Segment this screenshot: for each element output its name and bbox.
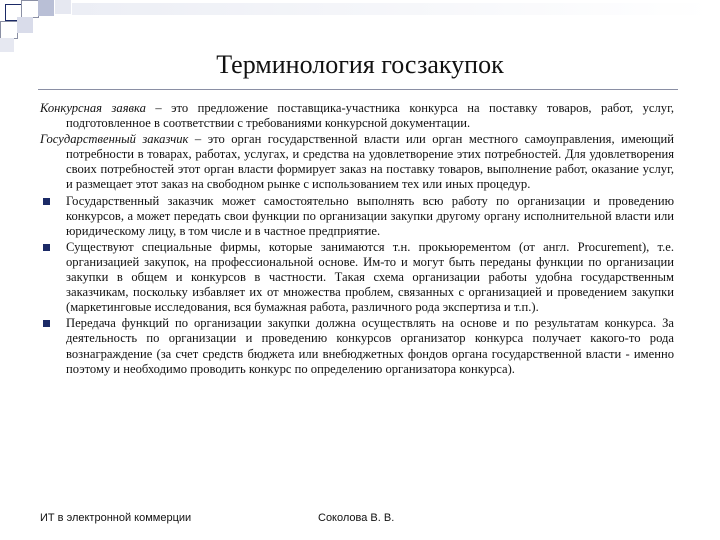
- page-title: Терминология госзакупок: [216, 50, 504, 79]
- definition-text: – это орган государственной власти или орган местного самоуправления, имеющий потребности в товарах, работах, услугах, и средства на удовлетворение этих потребностей. Для удовлетворения своих потребностей этот орган власти формирует заказ на поставку товаров, выполнение работ, оказание услуг, и размещает этот заказ на свободном рынке с использованием тех или иных процедур.: [66, 132, 674, 192]
- list-item-text: Существуют специальные фирмы, которые занимаются т.н. прокьюрементом (от англ. Procurement), т.е. организацией закупок, на профессиональной основе. Им-то и могут быть переданы функции по организации закупки в общем и конкурсов в частности. Такая схема организации работы удобна государственным заказчикам, поскольку избавляет их от множества проблем, связанных с организацией и проведением закупки (маркетинговые исследования, вся бумажная работа, различного рода экспертиза и т.п.).: [66, 239, 674, 315]
- definition-term: Конкурсная заявка: [40, 101, 146, 115]
- list-item: [40, 194, 674, 239]
- title-divider: [38, 89, 678, 90]
- list-item: [40, 240, 674, 315]
- list-item-text: Передача функций по организации закупки должна осуществлять на основе и по результатам конкурса. За деятельность по организации и проведению конкурсов организатор конкурса получает какого-то рода вознаграждение (за счет средств бюджета или внебюджетных фондов органа государственной власти - именно поэтому и необходимо проводить конкурс по определению организатора конкурса).: [66, 316, 674, 376]
- deco-square: [55, 0, 71, 14]
- definition-term: Государственный заказчик: [40, 132, 189, 147]
- list-item-text: Государственный заказчик может самостоятельно выполнять всю работу по организации и проведению конкурсов, а может передать свои функции по организации закупки другому органу исполнительной власти или юридическому лицу, в том числе и в частное предприятие.: [66, 193, 674, 238]
- deco-bar: [72, 3, 712, 15]
- deco-square: [0, 21, 18, 39]
- definition-text: – это предложение поставщика-участника конкурса на поставку товаров, работ, услуг, подготовленное в соответствии с требованиями конкурсной документации.: [66, 101, 674, 131]
- footer-center: Соколова В. В.: [318, 512, 395, 524]
- definition-item: [40, 101, 674, 131]
- deco-square: [38, 0, 54, 16]
- bullet-square-icon: [43, 244, 50, 251]
- deco-square: [21, 0, 39, 18]
- slide-content: [40, 101, 674, 378]
- footer-left: ИТ в электронной коммерции: [40, 512, 192, 524]
- definition-item: [40, 132, 674, 192]
- bullet-square-icon: [43, 320, 50, 327]
- bullet-square-icon: [43, 198, 50, 205]
- list-item: [40, 316, 674, 376]
- deco-square: [17, 17, 33, 33]
